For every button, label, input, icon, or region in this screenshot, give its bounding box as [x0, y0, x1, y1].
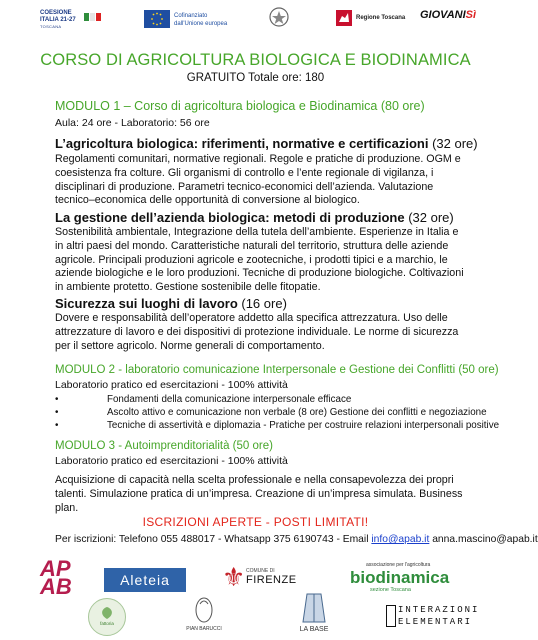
coesione-line1: COESIONE — [40, 10, 72, 16]
bullet-icon: • — [55, 420, 59, 431]
section-heading — [55, 136, 478, 151]
apab-logo — [40, 556, 72, 599]
module3-text: Acquisizione di capacità nella scelta professionale e nella consapevolezza dei propri talenti. Simulazione pratica di un’impresa. Creazione di un’impresa simulata. Business plan. — [55, 474, 463, 514]
biodinamica-section: sezione Toscana — [370, 587, 411, 593]
module2-subtitle: Laboratorio pratico ed esercitazioni - 100% attività — [55, 379, 288, 391]
module1-hours: Aula: 24 ore - Laboratorio: 56 ore — [55, 117, 210, 129]
fattoria-text: fattoria — [100, 621, 114, 626]
pian-barucci-mark-icon — [175, 594, 233, 624]
bullet-icon: • — [55, 394, 59, 405]
interazioni-line2: ELEMENTARI — [398, 617, 473, 627]
firenze-small: COMUNE DI — [246, 568, 275, 574]
list-item-text: Tecniche di assertività e diplomazia - Pratiche per costruire relazioni interpersonali positive — [107, 420, 500, 431]
contact-line — [55, 534, 538, 545]
section-heading — [55, 210, 454, 225]
section-heading-text: L’agricoltura biologica: riferimenti, normative e certificazioni — [55, 136, 429, 151]
eu-line2: dall'Unione europea — [174, 21, 228, 27]
list-item-text: Fondamenti della comunicazione interpersonale efficace — [107, 394, 352, 405]
section-hours: (32 ore) — [404, 210, 454, 225]
florence-lily-icon: ⚜ — [222, 562, 246, 592]
list-item — [55, 407, 487, 418]
firenze-text: FIRENZE — [246, 574, 297, 586]
list-item-text: Ascolto attivo e comunicazione non verbale (8 ore) Gestione dei conflitti e negoziazione — [107, 407, 487, 418]
pian-barucci-text: PIAN BARUCCI — [186, 626, 222, 632]
interazioni-line1: INTERAZIONI — [398, 605, 480, 615]
la-base-mark-icon — [295, 588, 333, 624]
eu-flag-icon — [144, 10, 170, 28]
course-subtitle: GRATUITO Totale ore: 180 — [186, 72, 325, 84]
section-heading-text: Sicurezza sui luoghi di lavoro — [55, 296, 238, 311]
contact-prefix: Per iscrizioni: Telefono 055 488017 - Whatsapp 375 6190743 - Email — [55, 534, 372, 545]
giovani-si-text: Sì — [465, 9, 477, 21]
fattoria-logo — [88, 598, 126, 636]
toscana-text: Regione Toscana — [356, 15, 406, 21]
interazioni-mark-icon — [386, 605, 396, 627]
apab-line1: AP — [40, 556, 71, 581]
section-hours: (16 ore) — [237, 296, 287, 311]
interazioni-elementari-logo — [398, 604, 479, 628]
italian-republic-emblem-icon — [268, 6, 290, 30]
section-text: Regolamenti comunitari, normative regionali. Regole e pratiche di produzione. OGM e coesistenza fra colture. Gli organismi di controllo e l’ente regionale di vigilanza, i disciplinari di produzione. Parametri tecnico-economici dell’azienda. Valutazione tecnico–economica delle opportunità di conversione al biologico. — [55, 153, 461, 207]
contact-suffix: anna.mascino@apab.it — [429, 534, 538, 545]
list-item — [55, 420, 499, 431]
section-text: Sostenibilità ambientale, Integrazione della tutela dell’ambiente. Esperienze in Italia e in altri paesi del mondo. Caratteristiche naturali del territorio, struttura delle aziende agricole. Principali produzioni agricole e zootecniche, i prodotti tipici e a marchio, le aziende biologiche e le loro produzioni. Tecniche di produzione biologiche. Coltivazioni in ambiente protetto. Gestione sostenibile delle fitopatie. — [55, 226, 464, 294]
registration-banner: ISCRIZIONI APERTE - POSTI LIMITATI! — [142, 515, 369, 529]
section-heading — [55, 296, 287, 311]
module1-title: MODULO 1 – Corso di agricoltura biologica e Biodinamica (80 ore) — [55, 99, 425, 113]
module2-title: MODULO 2 - laboratorio comunicazione Interpersonale e Gestione dei Conflitti (50 ore) — [55, 364, 499, 376]
coesione-mark-icon — [84, 11, 102, 23]
biodinamica-text: biodinamica — [350, 568, 450, 587]
eu-text — [174, 12, 254, 28]
bullet-icon: • — [55, 407, 59, 418]
section-text: Dovere e responsabilità dell’operatore addetto alla specifica attrezzatura. Uso delle attrezzature di lavoro e dei dispositivi di protezione individuale. Le norme di sicurezza per il settore agricolo. Norme generali di comportamento. — [55, 312, 459, 352]
section-heading-text: La gestione dell’azienda biologica: metodi di produzione — [55, 210, 405, 225]
biodinamica-small: associazione per l'agricoltura — [366, 562, 431, 568]
giovani-text: GIOVANI — [420, 9, 466, 21]
giovani-si-logo — [420, 9, 476, 21]
coesione-italia-logo — [40, 10, 102, 32]
coesione-line3: TOSCANA — [40, 24, 62, 29]
aleteia-logo: Aleteia — [104, 568, 186, 592]
email-link[interactable]: info@apab.it — [371, 534, 430, 545]
la-base-logo — [295, 588, 333, 633]
list-item — [55, 394, 351, 405]
toscana-pegasus-icon — [336, 10, 352, 26]
pian-barucci-logo — [175, 594, 233, 632]
module3-subtitle: Laboratorio pratico ed esercitazioni - 100% attività — [55, 455, 288, 467]
eu-line1: Cofinanziato — [174, 13, 208, 19]
apab-line2: AB — [40, 574, 72, 599]
leaf-icon — [89, 599, 125, 635]
course-title: CORSO DI AGRICOLTURA BIOLOGICA E BIODINAMICA — [40, 51, 471, 69]
coesione-line2: ITALIA 21-27 — [40, 17, 76, 23]
section-hours: (32 ore) — [428, 136, 478, 151]
la-base-text: LA BASE — [299, 626, 329, 633]
module3-title: MODULO 3 - Autoimprenditorialità (50 ore) — [55, 440, 273, 452]
